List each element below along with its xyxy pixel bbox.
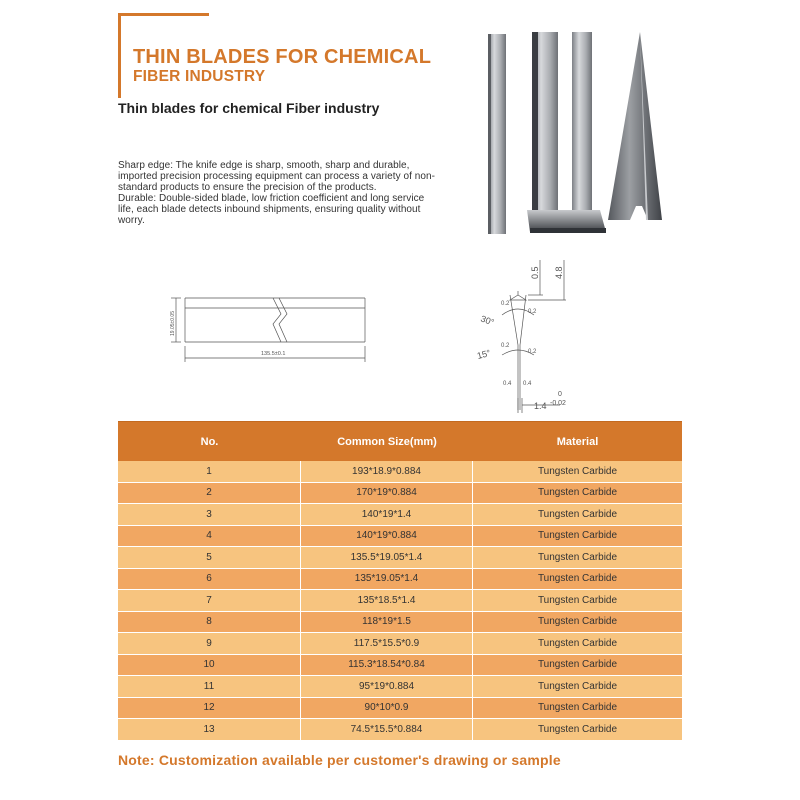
description-durable: Durable: Double-sided blade, low friction coefficient and long service life, each blade detects inbound shipments, ensuring quality without worry. (118, 193, 425, 226)
cell-no: 4 (118, 526, 301, 547)
description-sharp-edge: Sharp edge: The knife edge is sharp, smooth, sharp and durable, imported precision processing equipment can process a variety of non-standard products to ensure the precision of the products. (118, 160, 435, 193)
customization-note: Note: Customization available per customer's drawing or sample (118, 752, 561, 768)
page-subtitle: Thin blades for chemical Fiber industry (118, 100, 380, 116)
cell-no: 5 (118, 547, 301, 568)
cell-no: 11 (118, 676, 301, 697)
page-title-line2: FIBER INDUSTRY (133, 68, 266, 85)
cell-material: Tungsten Carbide (537, 723, 618, 735)
column-header-no: No. (200, 435, 219, 448)
cell-material: Tungsten Carbide (537, 487, 618, 499)
cell-size: 74.5*15.5*0.884 (301, 719, 473, 740)
cell-size: 140*19*1.4 (301, 504, 473, 525)
cell-material: Tungsten Carbide (537, 659, 618, 671)
table-row (118, 461, 682, 483)
angle-30: 30° (479, 313, 496, 328)
dim-0-5: 0.5 (530, 266, 540, 279)
size-table (118, 421, 682, 741)
cell-material: Tungsten Carbide (537, 616, 618, 628)
cell-size: 135.5*19.05*1.4 (301, 547, 473, 568)
table-row (118, 483, 682, 505)
cell-material: Tungsten Carbide (537, 702, 618, 714)
table-row (118, 526, 682, 548)
cell-size: 95*19*0.884 (301, 676, 473, 697)
trapezoid-blade (527, 210, 606, 233)
table-row (118, 719, 682, 741)
table-body (118, 461, 682, 741)
cell-no: 2 (118, 483, 301, 504)
column-header-material: Material (556, 435, 599, 448)
table-row (118, 547, 682, 569)
blade-strip-3 (572, 32, 592, 224)
table-row (118, 698, 682, 720)
blade-strip-1 (488, 34, 506, 234)
product-photo (480, 20, 690, 245)
cell-material: Tungsten Carbide (537, 508, 618, 520)
table-row (118, 504, 682, 526)
cell-no: 6 (118, 569, 301, 590)
cell-size: 193*18.9*0.884 (301, 461, 473, 482)
cell-size: 140*19*0.884 (301, 526, 473, 547)
table-row (118, 612, 682, 634)
surface-mark-3: 0.2 (501, 343, 510, 349)
description-block (118, 160, 438, 226)
cell-material: Tungsten Carbide (537, 573, 618, 585)
cell-no: 9 (118, 633, 301, 654)
cell-size: 90*10*0.9 (301, 698, 473, 719)
cell-size: 117.5*15.5*0.9 (301, 633, 473, 654)
blade-strip-2 (532, 32, 558, 224)
surface-mark-5: 0.4 (503, 381, 512, 387)
cell-size: 118*19*1.5 (301, 612, 473, 633)
tolerance-lower: -0.02 (550, 400, 566, 407)
table-header (118, 421, 682, 461)
table-row (118, 655, 682, 677)
table-row (118, 633, 682, 655)
cell-no: 1 (118, 461, 301, 482)
tolerance-upper: 0 (558, 391, 562, 398)
cell-material: Tungsten Carbide (537, 551, 618, 563)
cell-material: Tungsten Carbide (537, 465, 618, 477)
cell-size: 170*19*0.884 (301, 483, 473, 504)
cell-size: 115.3*18.54*0.84 (301, 655, 473, 676)
cell-no: 8 (118, 612, 301, 633)
cell-material: Tungsten Carbide (537, 637, 618, 649)
cell-size: 135*18.5*1.4 (301, 590, 473, 611)
length-dimension-label: 135.5±0.1 (261, 351, 286, 357)
table-row (118, 569, 682, 591)
dim-4-8: 4.8 (554, 266, 564, 279)
edge-profile-drawing (470, 255, 600, 415)
surface-mark-4: 0.2 (528, 349, 537, 355)
surface-mark-2: 0.2 (528, 309, 537, 315)
column-header-size: Common Size(mm) (337, 435, 437, 448)
blade-elevation-drawing (165, 288, 380, 370)
cell-no: 10 (118, 655, 301, 676)
cell-no: 3 (118, 504, 301, 525)
cell-no: 13 (118, 719, 301, 740)
height-dimension-label: 19.05±0.05 (170, 311, 176, 336)
cell-material: Tungsten Carbide (537, 594, 618, 606)
surface-mark-6: 0.4 (523, 381, 532, 387)
table-row (118, 676, 682, 698)
page-title-line1: THIN BLADES FOR CHEMICAL (133, 46, 432, 68)
cell-no: 7 (118, 590, 301, 611)
cell-size: 135*19.05*1.4 (301, 569, 473, 590)
thickness-label: 1.4 (534, 401, 547, 411)
cell-no: 12 (118, 698, 301, 719)
table-row (118, 590, 682, 612)
triangular-blade (608, 32, 662, 220)
cell-material: Tungsten Carbide (537, 680, 618, 692)
surface-mark-1: 0.2 (501, 301, 510, 307)
angle-15: 15° (475, 347, 492, 361)
cell-material: Tungsten Carbide (537, 530, 618, 542)
